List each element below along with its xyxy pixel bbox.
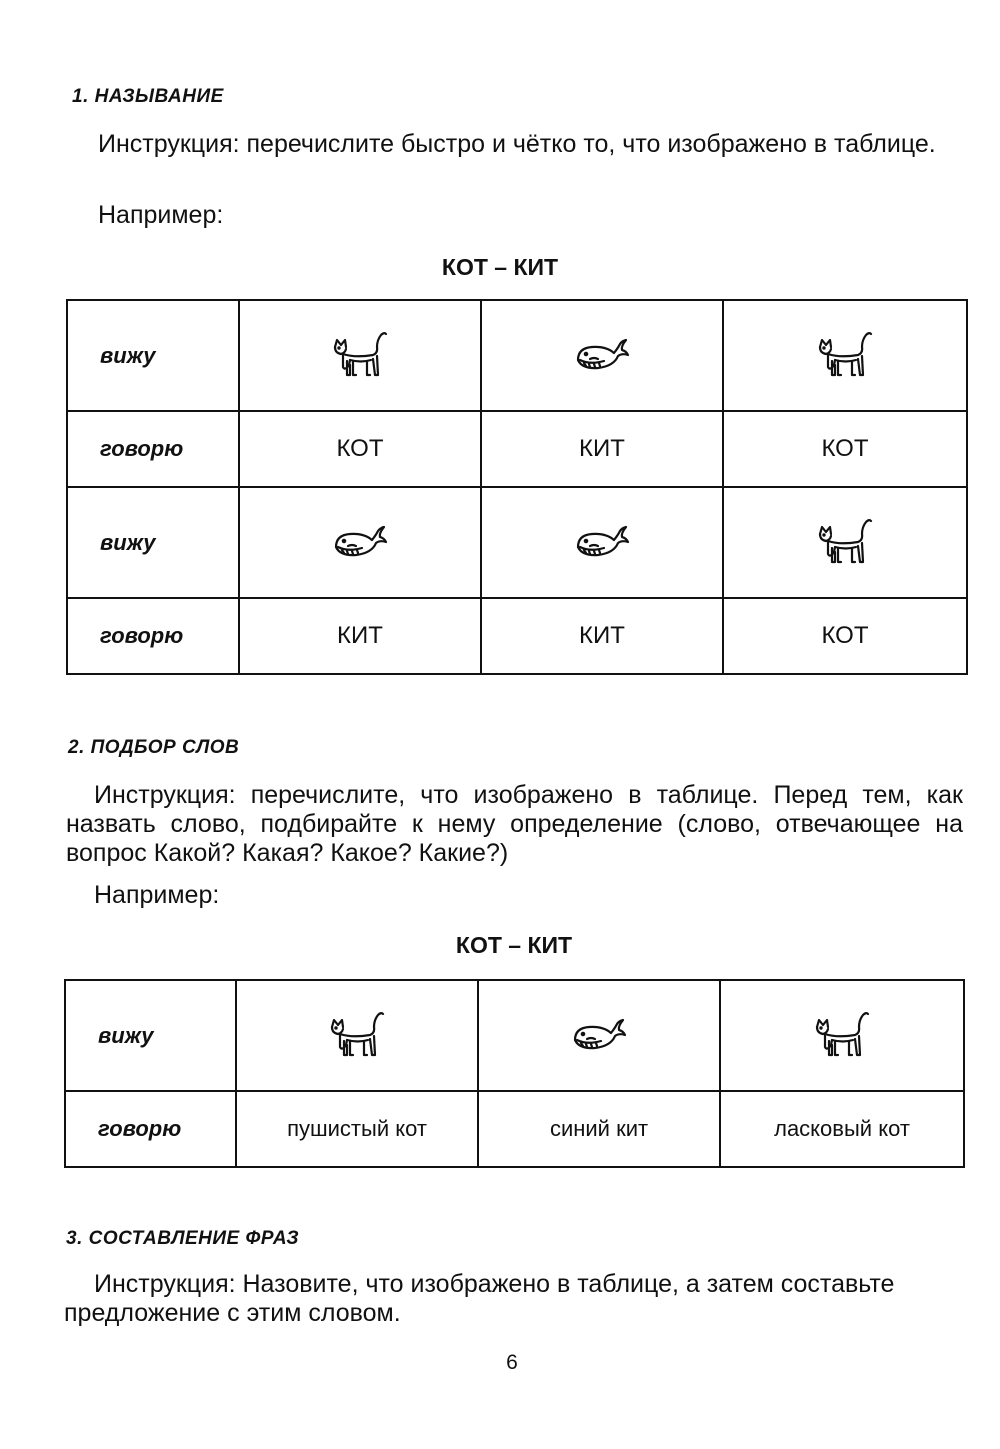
section-1-table (66, 299, 968, 675)
word-cell: КИТ (239, 598, 481, 674)
page-number: 6 (506, 1351, 518, 1374)
whale-icon (574, 523, 630, 563)
section-1-example-pair: КОТ – КИТ (441, 254, 559, 280)
word-cell: КОТ (723, 411, 967, 487)
picture-cell (239, 487, 481, 598)
word-cell: КОТ (723, 598, 967, 674)
cat-icon (813, 1011, 871, 1061)
section-3-title: 3. СОСТАВЛЕНИЕ ФРАЗ (66, 1228, 300, 1249)
picture-cell (723, 487, 967, 598)
whale-icon (571, 1016, 627, 1056)
section-2-example-label: Например: (94, 881, 220, 909)
section-1-example-label: Например: (98, 201, 224, 229)
picture-cell (481, 300, 723, 411)
section-2-table (64, 979, 965, 1168)
section-1-instruction: Инструкция: перечислите быстро и чётко то, что изображено в таблице. (98, 130, 936, 158)
table-row (67, 487, 967, 598)
row-label: вижу (65, 980, 236, 1091)
table-row (65, 1091, 964, 1167)
table-row (67, 300, 967, 411)
cat-icon (331, 331, 389, 381)
picture-cell (720, 980, 964, 1091)
cat-icon (328, 1011, 386, 1061)
row-label: говорю (67, 598, 239, 674)
picture-cell (723, 300, 967, 411)
whale-icon (574, 336, 630, 376)
table-row (65, 980, 964, 1091)
section-2-title: 2. ПОДБОР СЛОВ (68, 737, 240, 758)
word-cell: ласковый кот (720, 1091, 964, 1167)
cat-icon (816, 331, 874, 381)
section-1-title: 1. НАЗЫВАНИЕ (72, 86, 224, 107)
section-2-instruction: Инструкция: перечислите, что изображено в таблице. Перед тем, как назвать слово, подбирайте к нему определение (слово, отвечающее на вопрос Какой? Какая? Какое? Какие?) (66, 781, 963, 867)
table-row (67, 598, 967, 674)
table-row (67, 411, 967, 487)
whale-icon (332, 523, 388, 563)
word-cell: КИТ (481, 411, 723, 487)
section-3-instruction: Инструкция: Назовите, что изображено в таблице, а затем составьте предложение с этим словом. (64, 1270, 895, 1327)
row-label: говорю (67, 411, 239, 487)
picture-cell (239, 300, 481, 411)
row-label: вижу (67, 300, 239, 411)
word-cell: КИТ (481, 598, 723, 674)
section-2-example-pair: КОТ – КИТ (455, 932, 573, 958)
picture-cell (478, 980, 720, 1091)
word-cell: КОТ (239, 411, 481, 487)
word-cell: синий кит (478, 1091, 720, 1167)
picture-cell (236, 980, 478, 1091)
picture-cell (481, 487, 723, 598)
word-cell: пушистый кот (236, 1091, 478, 1167)
row-label: говорю (65, 1091, 236, 1167)
row-label: вижу (67, 487, 239, 598)
cat-icon (816, 518, 874, 568)
